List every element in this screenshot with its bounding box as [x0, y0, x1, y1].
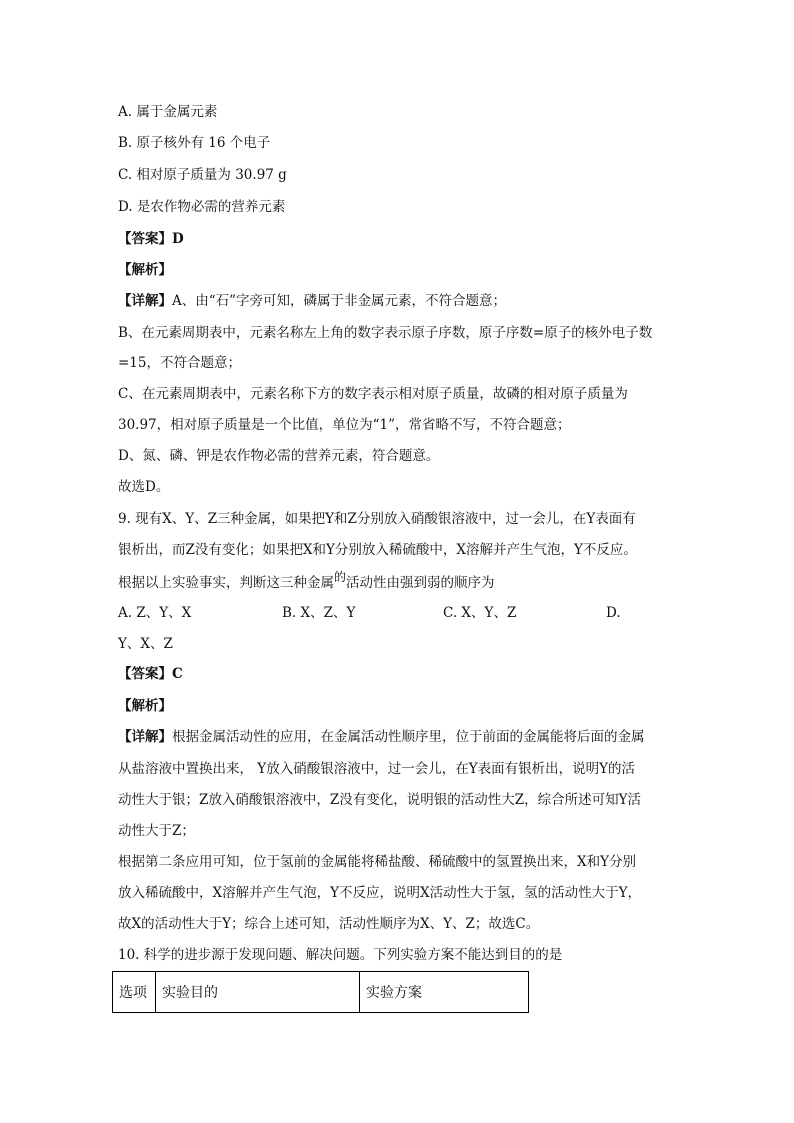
q9-detail-line-4: 动性大于Z； [118, 823, 195, 839]
q8-conclusion: 故选D。 [118, 479, 170, 495]
q8-detail-a: A、由“石”字旁可知，磷属于非金属元素，不符合题意； [172, 293, 507, 309]
q9-answer: 【答案】C [118, 666, 183, 682]
q9-choice-a: A. Z、Y、X [118, 605, 192, 621]
q9-detail-line-1 [118, 727, 645, 747]
q8-detail-d: D、氮、磷、钾是农作物必需的营养元素，符合题意。 [118, 448, 440, 464]
q8-detail-b2: =15，不符合题意； [118, 355, 241, 371]
q9-stem-line-3 [118, 570, 495, 593]
q9-detail-1: 根据金属活动性的应用，在金属活动性顺序里，位于前面的金属能将后面的金属 [172, 729, 645, 745]
q9-stem-line-2: 银析出，而Z没有变化；如果把X和Y分别放入稀硫酸中，X溶解并产生气泡，Y不反应。 [118, 542, 637, 558]
q8-option-d: D. 是农作物必需的营养元素 [118, 199, 286, 215]
table-header-purpose: 实验目的 [156, 972, 360, 1013]
q8-detail-a-line [118, 291, 506, 311]
q9-detail-line-7: 故X的活动性大于Y；综合上述可知，活动性顺序为X、Y、Z；故选C。 [118, 916, 540, 932]
q8-answer: 【答案】D [118, 231, 184, 247]
q9-choice-b: B. X、Z、Y [282, 605, 356, 621]
q8-detail-b1: B、在元素周期表中，元素名称左上角的数字表示原子序数，原子序数=原子的核外电子数 [118, 325, 653, 341]
q9-stem-post: 活动性由强到弱的顺序为 [346, 575, 495, 591]
q9-stem-sup: 的 [334, 570, 347, 584]
q9-detail-line-5: 根据第二条应用可知，位于氢前的金属能将稀盐酸、稀硫酸中的氢置换出来，X和Y分别 [118, 854, 637, 870]
q8-option-b: B. 原子核外有 16 个电子 [118, 135, 271, 151]
q10-options-table [112, 971, 529, 1013]
q8-analysis-header: 【解析】 [118, 262, 172, 278]
table-header-row [113, 972, 529, 1013]
q9-choice-d: D. [606, 605, 621, 621]
q9-choice-c: C. X、Y、Z [443, 605, 517, 621]
q9-detail-line-3: 动性大于银；Z放入硝酸银溶液中，Z没有变化，说明银的活动性大Z，综合所述可知Y活 [118, 792, 642, 808]
table-header-option: 选项 [113, 972, 156, 1013]
table-header-plan: 实验方案 [360, 972, 529, 1013]
q8-detail-tag: 【详解】 [118, 293, 172, 309]
q9-analysis-header: 【解析】 [118, 698, 172, 714]
q9-detail-line-6: 放入稀硫酸中，X溶解并产生气泡，Y不反应，说明X活动性大于氢，氢的活动性大于Y， [118, 885, 642, 901]
q8-detail-c1: C、在元素周期表中，元素名称下方的数字表示相对原子质量，故磷的相对原子质量为 [118, 386, 628, 402]
q9-detail-line-2: 从盐溶液中置换出来， Y放入硝酸银溶液中，过一会儿，在Y表面有银析出，说明Y的活 [118, 761, 636, 777]
q8-detail-c2: 30.97，相对原子质量是一个比值，单位为“1”，常省略不写，不符合题意； [118, 417, 571, 433]
q9-stem-pre: 根据以上实验事实，判断这三种金属 [118, 575, 334, 591]
q9-stem-line-1: 9. 现有X、Y、Z三种金属，如果把Y和Z分别放入硝酸银溶液中，过一会儿，在Y表面有 [118, 511, 636, 527]
q10-stem: 10. 科学的进步源于发现问题、解决问题。下列实验方案不能达到目的的是 [118, 947, 563, 963]
q8-option-c: C. 相对原子质量为 30.97 g [118, 167, 287, 183]
q8-option-a: A. 属于金属元素 [118, 104, 218, 120]
q9-choice-d-text: Y、X、Z [118, 636, 173, 652]
q9-detail-tag: 【详解】 [118, 729, 172, 745]
